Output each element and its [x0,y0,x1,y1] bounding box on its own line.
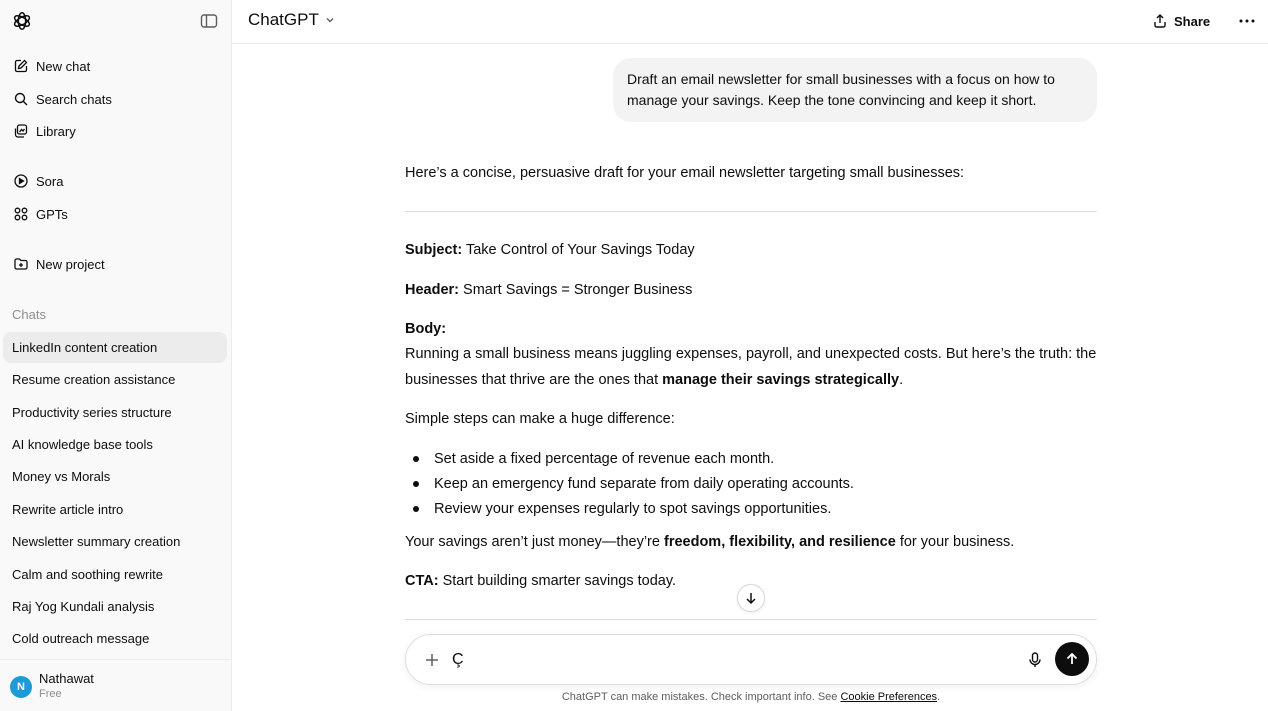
folder-plus-icon [13,256,29,272]
grid-icon [13,206,29,222]
cta-label: CTA: [405,573,439,589]
avatar: N [10,676,32,698]
divider [405,619,1097,620]
sora-button[interactable] [4,166,227,196]
sidebar-header [0,0,232,44]
chevron-down-icon [324,14,336,26]
chat-item[interactable]: Raj Yog Kundali analysis [12,599,155,614]
arrow-down-icon [743,590,759,606]
gpts-button[interactable] [4,199,227,229]
subject-text: Take Control of Your Savings Today [462,242,695,258]
share-label: Share [1174,13,1211,29]
cta-text: Start building smarter savings today. [438,573,677,589]
assistant-intro: Here’s a concise, persuasive draft for your email newsletter targeting small businesses: [405,165,965,181]
sidebar-toggle-icon[interactable] [199,11,219,31]
openai-logo-icon[interactable] [11,10,33,32]
header-text: Smart Savings = Stronger Business [459,282,693,298]
chat-item[interactable]: Resume creation assistance [12,372,176,387]
message-composer [405,634,1097,685]
new-chat-button[interactable] [4,51,227,81]
user-account-button[interactable] [0,659,231,711]
closing-paragraph: Your savings aren’t just money—they’re freedom, flexibility, and resilience for your business. [405,534,1015,550]
body-label: Body: [405,321,447,337]
share-icon [1152,13,1168,29]
new-chat-label: New chat [36,58,91,74]
closing-emphasis: freedom, flexibility, and resilience [663,534,896,550]
chat-item[interactable]: Newsletter summary creation [12,534,181,549]
new-project-button[interactable] [4,249,227,279]
sidebar [0,0,232,711]
search-chats-button[interactable] [4,84,227,114]
user-message: Draft an email newsletter for small businesses with a focus on how to manage your savings. Keep the tone convincing and keep it short. [613,58,1097,122]
arrow-up-icon [1064,651,1080,667]
library-label: Library [36,123,76,139]
cookie-preferences-link[interactable]: Cookie Preferences [840,691,938,703]
chat-item[interactable]: LinkedIn content creation [3,332,227,363]
gpts-label: GPTs [36,206,68,222]
scroll-to-bottom-button[interactable] [737,584,765,612]
library-button[interactable] [4,116,227,146]
header-line [405,277,1097,303]
chat-item[interactable]: Cold outreach message [12,631,150,646]
chat-item[interactable]: Productivity series structure [12,405,172,420]
body-emphasis: manage their savings strategically [662,372,900,388]
subject-label: Subject: [405,242,463,258]
prompt-input[interactable] [452,647,1012,673]
chat-item[interactable]: AI knowledge base tools [12,437,153,452]
top-bar [232,0,1268,44]
divider [405,211,1097,212]
list-item: Keep an emergency fund separate from daily operating accounts. [434,476,854,492]
share-button[interactable] [1152,10,1210,32]
user-plan: Free [39,688,62,700]
chats-section-label: Chats [12,307,46,322]
body-paragraph: Running a small business means juggling expenses, payroll, and unexpected costs. But here’s the truth: the businesses that thrive are the ones that manage their savings strategically. [405,346,1097,388]
bullet-marker [413,481,419,487]
edit-icon [13,58,29,74]
search-chats-label: Search chats [36,91,112,107]
play-circle-icon [13,173,29,189]
steps-intro: Simple steps can make a huge difference: [405,411,675,427]
chat-item[interactable]: Calm and soothing rewrite [12,567,164,582]
disclaimer: ChatGPT can make mistakes. Check important info. See Cookie Preferences. [561,691,941,703]
microphone-icon[interactable] [1025,650,1045,670]
chat-item[interactable]: Rewrite article intro [12,502,124,517]
sora-label: Sora [36,173,64,189]
model-selector[interactable] [248,10,336,30]
model-name: ChatGPT [248,10,319,29]
subject-line [405,237,1097,263]
user-name: Nathawat [39,671,94,686]
send-button[interactable] [1055,642,1089,676]
bullet-marker [413,456,419,462]
header-label: Header: [405,282,459,298]
list-item: Review your expenses regularly to spot savings opportunities. [434,501,832,517]
chat-item[interactable]: Money vs Morals [12,469,111,484]
list-item: Set aside a fixed percentage of revenue each month. [434,451,775,467]
plus-icon[interactable] [422,650,442,670]
search-icon [13,91,29,107]
new-project-label: New project [36,256,105,272]
more-options-icon[interactable] [1236,12,1258,30]
bullet-marker [413,506,419,512]
library-icon [13,123,29,139]
